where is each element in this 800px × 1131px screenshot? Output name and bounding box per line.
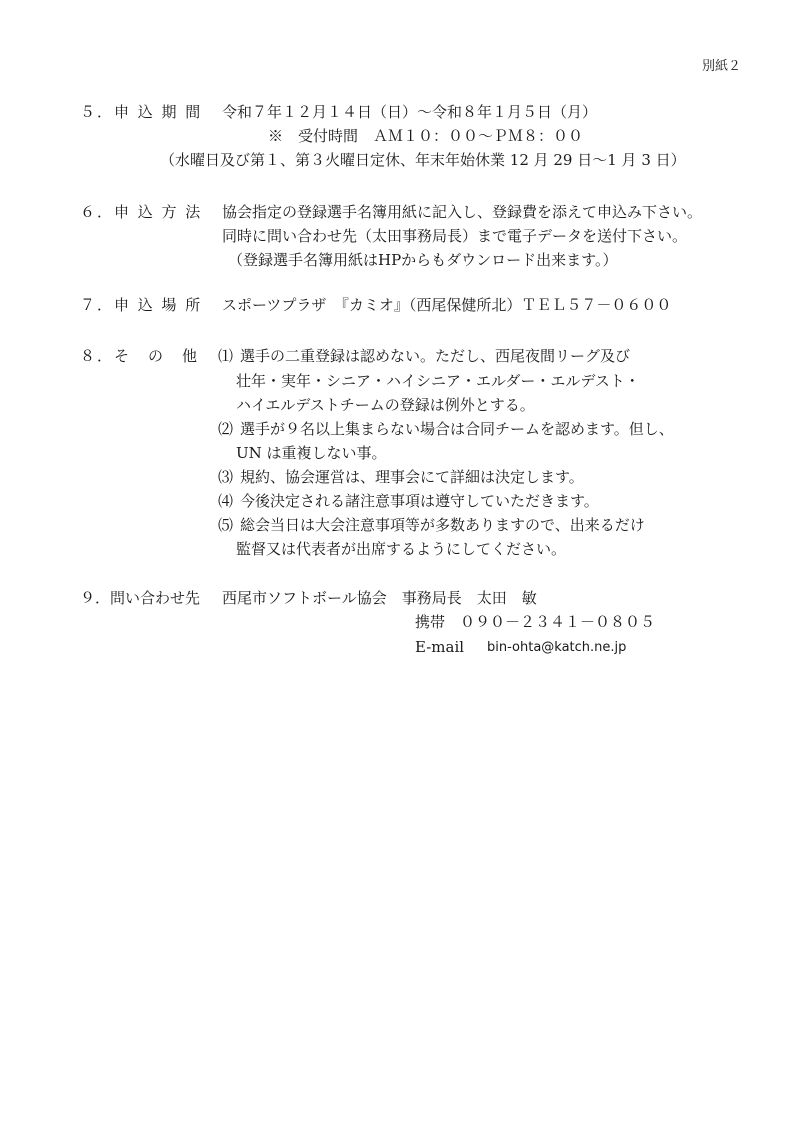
other-item-line: 選手が９名以上集まらない場合は合同チームを認めます。但し、: [240, 420, 674, 438]
contact-phone: 携帯 ０９０－２３４１－０８０５: [415, 613, 656, 631]
other-item-line: 今後決定される諸注意事項は遵守していただきます。: [240, 492, 599, 510]
method-line-2: 同時に問い合わせ先（太田事務局長）まで電子データを送付下さい。: [222, 227, 688, 245]
other-item-number: ⑸: [218, 516, 234, 534]
other-item-number: ⑷: [218, 492, 234, 510]
other-item-line: 壮年・実年・シニア・ハイシニア・エルダー・エルデスト・: [236, 372, 640, 390]
period-holidays-note: （水曜日及び第１、第３火曜日定休、年末年始休業 12 月 29 日～1 月 3 日）: [160, 151, 686, 169]
other-item-line: UN は重複しない事。: [236, 444, 387, 462]
period-label: ５．申 込 期 間: [80, 103, 203, 121]
place-value: スポーツプラザ 『カミオ』（西尾保健所北）ＴＥＬ５７－０６００: [222, 296, 672, 314]
contact-email-label: E-mail: [415, 638, 465, 656]
other-item-line: 選手の二重登録は認めない。ただし、西尾夜間リーグ及び: [240, 347, 631, 365]
other-item-line: 監督又は代表者が出席するようにしてください。: [236, 540, 567, 558]
other-item-number: ⑶: [218, 468, 234, 486]
contact-organization: 西尾市ソフトボール協会 事務局長 太田 敏: [222, 589, 537, 607]
other-item-line: 規約、協会運営は、理事会にて詳細は決定します。: [240, 468, 584, 486]
period-reception-hours: ※ 受付時間 ＡＭ１０：００～ＰＭ８：００: [268, 127, 584, 145]
other-item-number: ⑵: [218, 420, 234, 438]
method-label: ６．申 込 方 法: [80, 203, 203, 221]
method-line-3: （登録選手名簿用紙はHPからもダウンロード出来ます。）: [228, 251, 618, 269]
attachment-label: 別紙２: [702, 59, 742, 74]
other-item-number: ⑴: [218, 347, 234, 365]
contact-label: ９．問い合わせ先: [80, 589, 201, 607]
method-line-1: 協会指定の登録選手名簿用紙に記入し、登録費を添えて申込み下さい。: [222, 203, 703, 221]
contact-email-link[interactable]: bin-ohta@katch.ne.jp: [487, 640, 627, 655]
place-label: ７．申 込 場 所: [80, 296, 203, 314]
other-label: ８．そ の 他: [80, 347, 200, 365]
other-item-line: 総会当日は大会注意事項等が多数ありますので、出来るだけ: [240, 516, 645, 534]
period-dates: 令和７年１２月１４日（日）～令和８年１月５日（月）: [222, 103, 598, 121]
other-item-line: ハイエルデストチームの登録は例外とする。: [236, 396, 535, 414]
